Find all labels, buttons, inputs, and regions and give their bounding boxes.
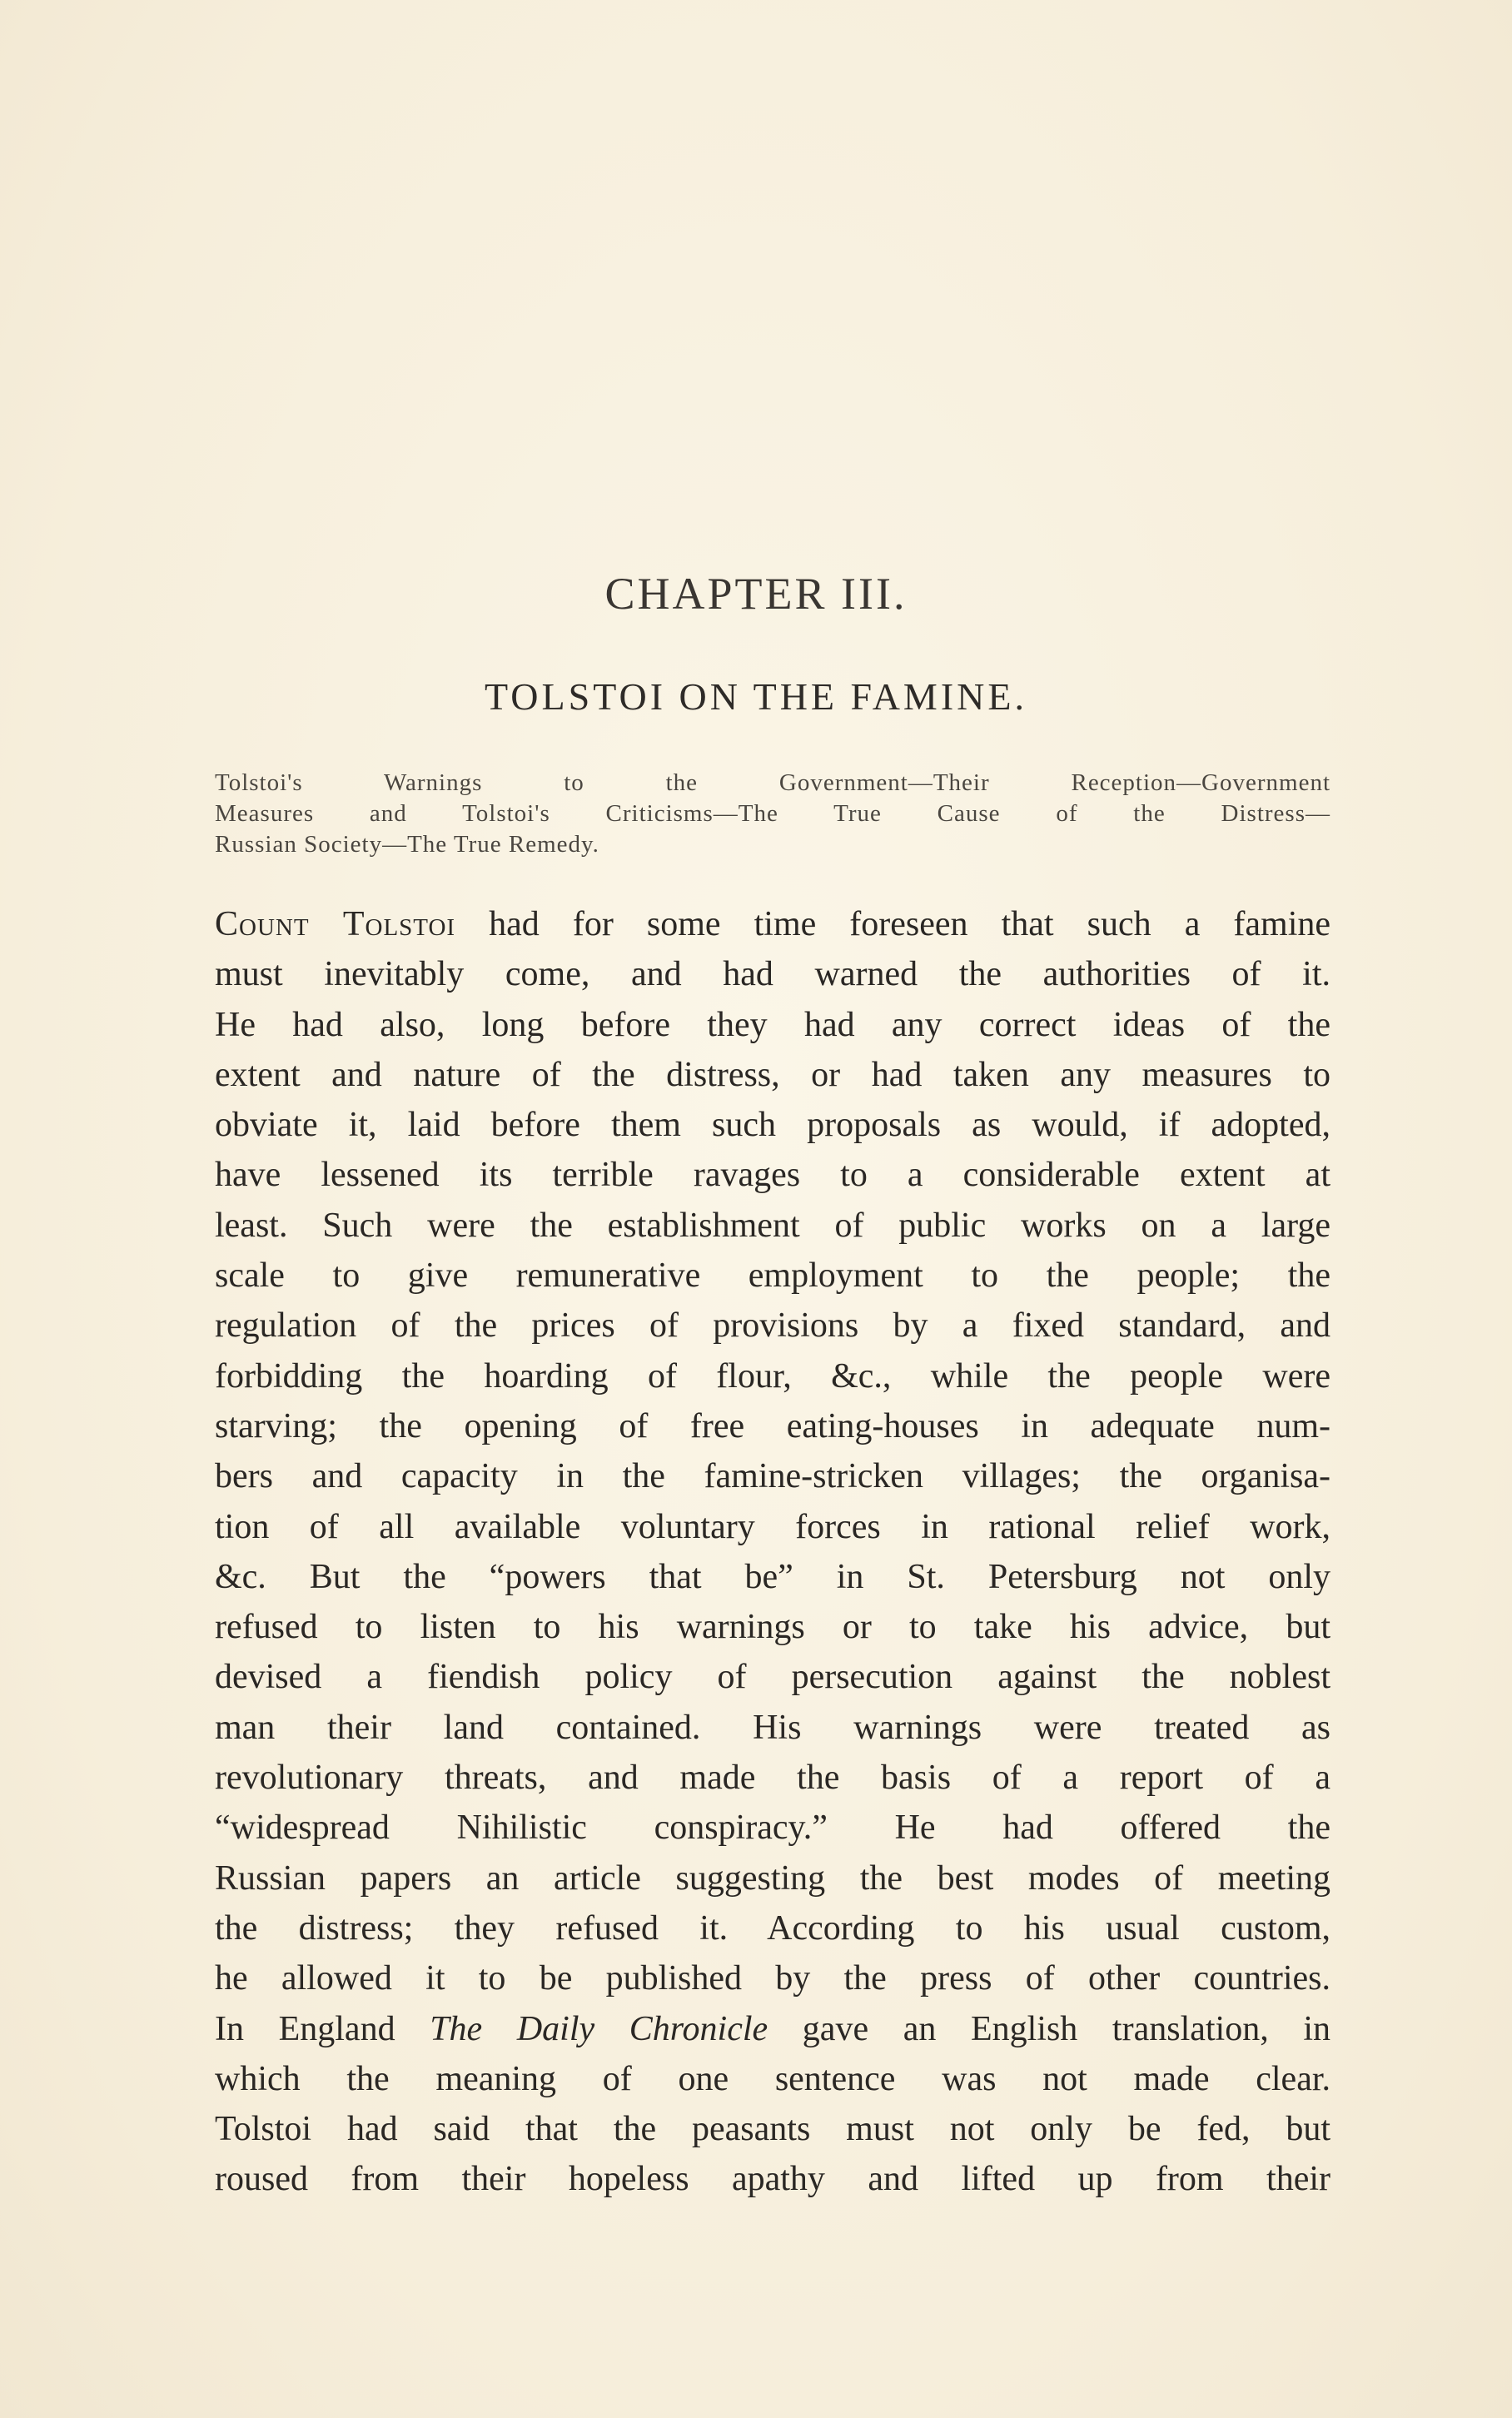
body-line: starving; the opening of free eating-houses in adequate num- xyxy=(215,1406,1330,1445)
chapter-synopsis xyxy=(215,768,1330,860)
body-line: must inevitably come, and had warned the authorities of it. xyxy=(215,955,1330,994)
body-line: revolutionary threats, and made the basis of a report of a xyxy=(215,1759,1330,1798)
first-line-rest: had for some time foreseen that such a famine xyxy=(455,905,1331,943)
body-line: roused from their hopeless apathy and lifted up from their xyxy=(215,2160,1330,2199)
synopsis-line: Russian Society—The True Remedy. xyxy=(215,831,599,858)
body-line: man their land contained. His warnings were treated as xyxy=(215,1708,1330,1747)
body-line: least. Such were the establishment of public works on a large xyxy=(215,1206,1330,1245)
synopsis-line: Tolstoi's Warnings to the Government—Their Reception—Government xyxy=(215,769,1330,796)
body-line: scale to give remunerative employment to the people; the xyxy=(215,1256,1330,1296)
body-line: forbidding the hoarding of flour, &c., while the people were xyxy=(215,1356,1330,1396)
synopsis-line: Measures and Tolstoi's Criticisms—The True Cause of the Distress— xyxy=(215,800,1330,827)
body-line: extent and nature of the distress, or had taken any measures to xyxy=(215,1055,1330,1094)
body-line: he allowed it to be published by the press of other countries. xyxy=(215,1959,1330,1998)
opening-smallcaps: Count Tolstoi xyxy=(215,905,456,943)
body-line: &c. But the “powers that be” in St. Petersburg not only xyxy=(215,1557,1330,1596)
body-line: have lessened its terrible ravages to a considerable extent at xyxy=(215,1156,1330,1195)
body-line: Tolstoi had said that the peasants must not only be fed, but xyxy=(215,2110,1330,2149)
line-suffix: gave an English translation, in xyxy=(768,2009,1331,2048)
body-line xyxy=(215,2004,1330,2054)
body-line: regulation of the prices of provisions by a fixed standard, and xyxy=(215,1306,1330,1346)
body-line: He had also, long before they had any correct ideas of the xyxy=(215,1005,1330,1044)
newspaper-title: The Daily Chronicle xyxy=(430,2009,768,2048)
body-line: refused to listen to his warnings or to take his advice, but xyxy=(215,1608,1330,1647)
line-prefix: In England xyxy=(215,2009,430,2048)
body-line: obviate it, laid before them such proposals as would, if adopted, xyxy=(215,1106,1330,1145)
body-line: the distress; they refused it. According to his usual custom, xyxy=(215,1908,1330,1948)
body-line: tion of all available voluntary forces in rational relief work, xyxy=(215,1507,1330,1546)
body-line xyxy=(215,899,1330,949)
body-line: bers and capacity in the famine-stricken villages; the organisa- xyxy=(215,1457,1330,1496)
body-line: devised a fiendish policy of persecution against the noblest xyxy=(215,1658,1330,1697)
body-line: Russian papers an article suggesting the best modes of meeting xyxy=(215,1858,1330,1898)
chapter-heading: CHAPTER III. xyxy=(604,569,908,619)
chapter-title: TOLSTOI ON THE FAMINE. xyxy=(485,675,1027,718)
body-text xyxy=(215,899,1330,2205)
body-line: which the meaning of one sentence was not made clear. xyxy=(215,2059,1330,2098)
body-line: “widespread Nihilistic conspiracy.” He had offered the xyxy=(215,1809,1330,1848)
